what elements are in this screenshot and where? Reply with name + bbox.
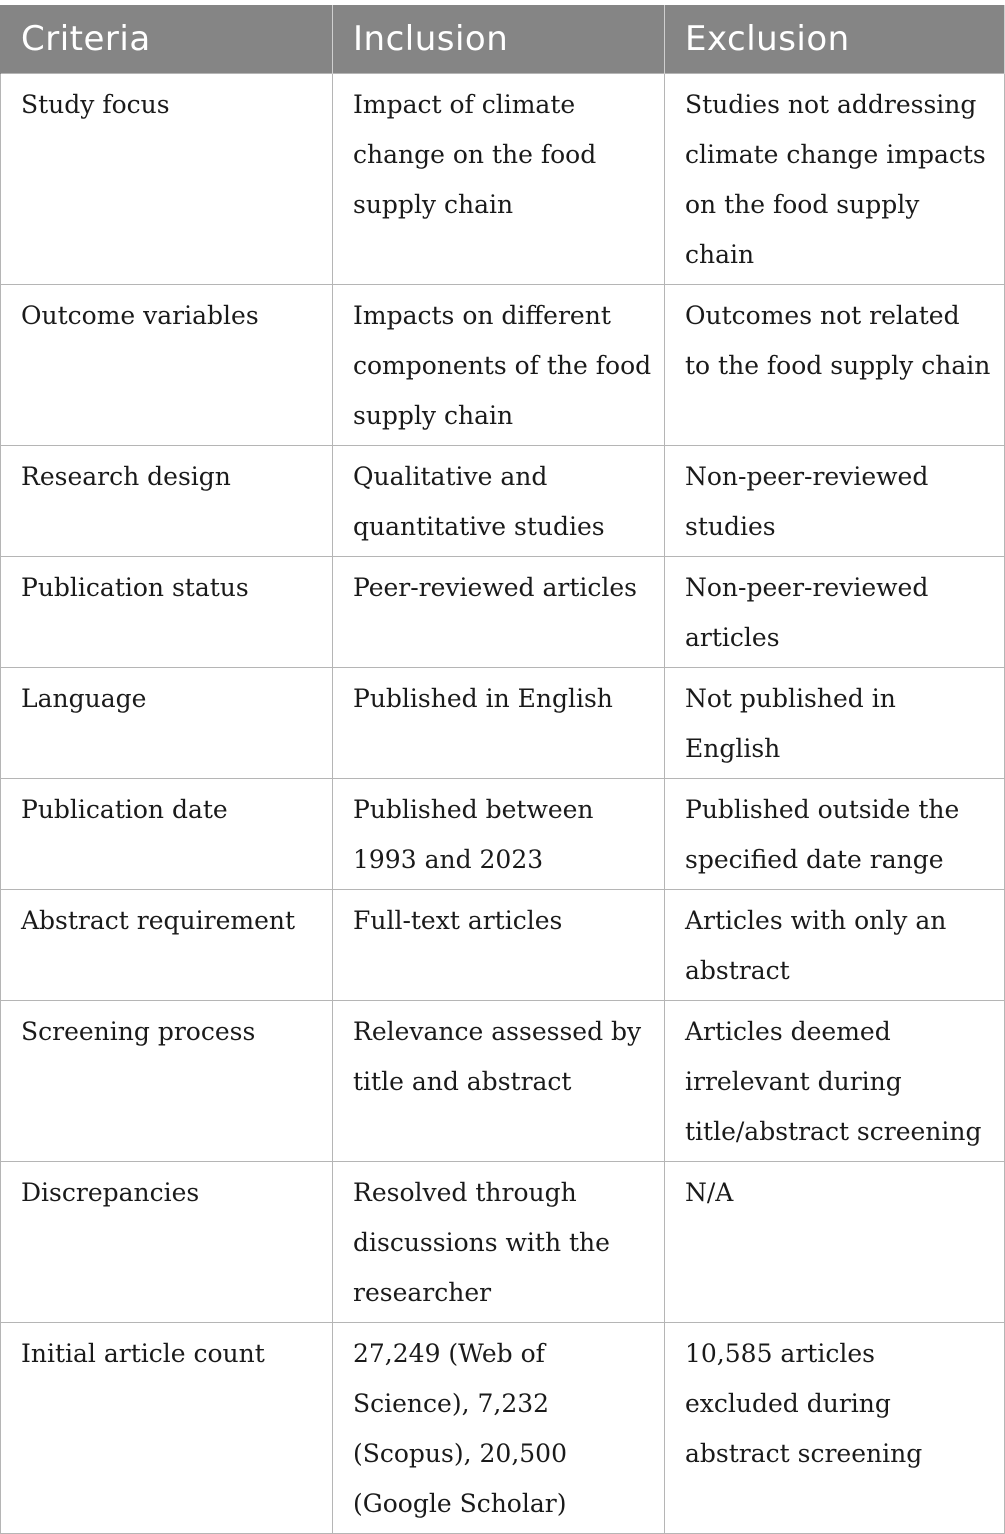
cell-exclusion: Articles with only an abstract [665,889,1005,1000]
cell-inclusion: Impacts on different components of the food supply chain [333,284,665,445]
cell-inclusion: Published between 1993 and 2023 [333,778,665,889]
cell-inclusion: Published in English [333,667,665,778]
cell-inclusion: Qualitative and quantitative studies [333,445,665,556]
table-row [1,1322,1005,1533]
table-row [1,889,1005,1000]
table-row [1,445,1005,556]
table-row [1,667,1005,778]
table-body [1,73,1005,1533]
cell-exclusion: Studies not addressing climate change impacts on the food supply chain [665,73,1005,284]
cell-exclusion: 10,585 articles excluded during abstract screening [665,1322,1005,1533]
cell-criteria: Abstract requirement [1,889,333,1000]
table-row [1,1000,1005,1161]
cell-exclusion: Articles deemed irrelevant during title/abstract screening [665,1000,1005,1161]
header-criteria: Criteria [1,5,333,73]
cell-criteria: Study focus [1,73,333,284]
cell-inclusion: Relevance assessed by title and abstract [333,1000,665,1161]
cell-exclusion: Published outside the specified date range [665,778,1005,889]
cell-criteria: Discrepancies [1,1161,333,1322]
cell-inclusion: Peer-reviewed articles [333,556,665,667]
table-row [1,284,1005,445]
cell-criteria: Research design [1,445,333,556]
cell-inclusion: Impact of climate change on the food supply chain [333,73,665,284]
cell-inclusion: Full-text articles [333,889,665,1000]
table-row [1,73,1005,284]
table-row [1,1161,1005,1322]
cell-exclusion: Non-peer-reviewed studies [665,445,1005,556]
cell-criteria: Language [1,667,333,778]
cell-exclusion: N/A [665,1161,1005,1322]
cell-inclusion: Resolved through discussions with the researcher [333,1161,665,1322]
header-row [1,5,1005,73]
cell-exclusion: Not published in English [665,667,1005,778]
cell-criteria: Publication date [1,778,333,889]
table-header [1,5,1005,73]
cell-criteria: Publication status [1,556,333,667]
cell-exclusion: Non-peer-reviewed articles [665,556,1005,667]
cell-inclusion: 27,249 (Web of Science), 7,232 (Scopus), 20,500 (Google Scholar) [333,1322,665,1533]
cell-exclusion: Outcomes not related to the food supply chain [665,284,1005,445]
cell-criteria: Screening process [1,1000,333,1161]
header-inclusion: Inclusion [333,5,665,73]
header-exclusion: Exclusion [665,5,1005,73]
criteria-table [0,5,1005,1534]
cell-criteria: Initial article count [1,1322,333,1533]
cell-criteria: Outcome variables [1,284,333,445]
table-row [1,556,1005,667]
table-row [1,778,1005,889]
